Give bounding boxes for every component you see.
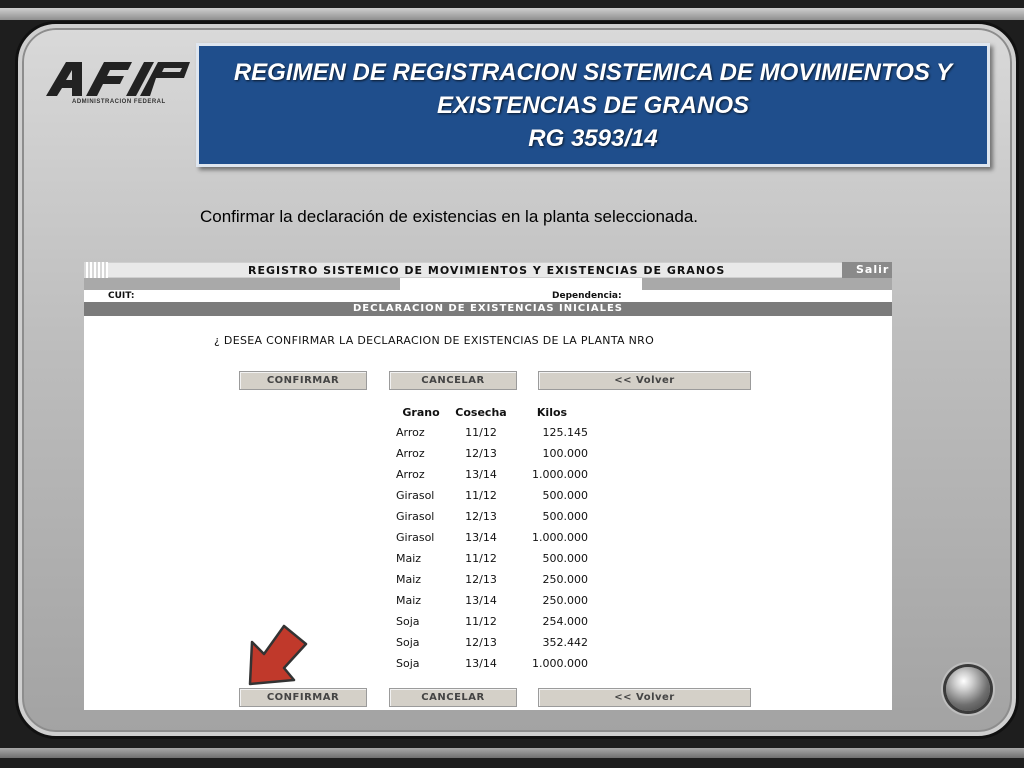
cell-grano: Arroz: [396, 426, 425, 439]
header-bar: [108, 262, 842, 278]
cell-grano: Maiz: [396, 573, 422, 586]
table-row: [392, 464, 592, 485]
cell-cosecha: 13/14: [465, 468, 497, 481]
table-header-row: [392, 402, 592, 422]
section-title: DECLARACION DE EXISTENCIAS INICIALES: [84, 302, 892, 316]
table-row: [392, 590, 592, 611]
cell-grano: Soja: [396, 657, 420, 670]
table-row: [392, 506, 592, 527]
cell-kilos: 352.442: [542, 636, 588, 649]
cell-grano: Soja: [396, 615, 420, 628]
salir-link[interactable]: Salir: [842, 262, 892, 278]
cell-kilos: 1.000.000: [532, 657, 588, 670]
cell-cosecha: 13/14: [465, 594, 497, 607]
volver-button-top[interactable]: << Volver: [538, 371, 751, 390]
app-header: [84, 262, 892, 278]
table-row: [392, 443, 592, 464]
cell-kilos: 250.000: [542, 573, 588, 586]
cell-grano: Girasol: [396, 489, 435, 502]
cell-kilos: 1.000.000: [532, 531, 588, 544]
cell-cosecha: 11/12: [465, 552, 497, 565]
cell-cosecha: 12/13: [465, 447, 497, 460]
arrow-down-left-icon: [248, 622, 312, 686]
cell-cosecha: 13/14: [465, 531, 497, 544]
cell-grano: Maiz: [396, 594, 422, 607]
cell-grano: Girasol: [396, 531, 435, 544]
cell-kilos: 1.000.000: [532, 468, 588, 481]
cell-kilos: 125.145: [542, 426, 588, 439]
dependencia-label: Dependencia:: [552, 291, 622, 301]
app-title: REGISTRO SISTEMICO DE MOVIMIENTOS Y EXISTENCIAS DE GRANOS: [248, 264, 726, 277]
cell-kilos: 100.000: [542, 447, 588, 460]
cell-grano: Soja: [396, 636, 420, 649]
cell-cosecha: 11/12: [465, 489, 497, 502]
cell-grano: Maiz: [396, 552, 422, 565]
cell-grano: Arroz: [396, 447, 425, 460]
table-row: [392, 632, 592, 653]
cuit-row: [84, 278, 892, 302]
cell-cosecha: 11/12: [465, 426, 497, 439]
cell-grano: Girasol: [396, 510, 435, 523]
cell-cosecha: 11/12: [465, 615, 497, 628]
logo-caption: ADMINISTRACION FEDERAL: [72, 99, 166, 105]
confirmar-button-bottom[interactable]: CONFIRMAR: [239, 688, 367, 707]
orb-button-icon[interactable]: [946, 667, 990, 711]
cell-grano: Arroz: [396, 468, 425, 481]
slide-title-box: [196, 43, 990, 167]
cell-kilos: 500.000: [542, 552, 588, 565]
slide-title-line-3: RG 3593/14: [528, 124, 658, 152]
table-row: [392, 611, 592, 632]
cancelar-button-bottom[interactable]: CANCELAR: [389, 688, 517, 707]
col-header-cosecha: Cosecha: [455, 405, 507, 419]
table-row: [392, 527, 592, 548]
confirm-question: ¿ DESEA CONFIRMAR LA DECLARACION DE EXISTENCIAS DE LA PLANTA NRO: [214, 334, 655, 347]
col-header-grano: Grano: [402, 405, 440, 419]
table-row: [392, 485, 592, 506]
slide-title-line-1: REGIMEN DE REGISTRACION SISTEMICA DE MOVIMIENTOS Y: [233, 58, 953, 86]
cuit-row-gap: [400, 278, 642, 290]
cell-kilos: 500.000: [542, 489, 588, 502]
slide-title-line-2: EXISTENCIAS DE GRANOS: [436, 91, 750, 119]
header-stripes: [84, 262, 108, 278]
cuit-label: CUIT:: [108, 291, 135, 301]
instruction-text: Confirmar la declaración de existencias en la planta seleccionada.: [200, 207, 699, 226]
cell-cosecha: 12/13: [465, 510, 497, 523]
table-row: [392, 569, 592, 590]
app-window: [84, 262, 892, 710]
table-row: [392, 653, 592, 674]
cell-cosecha: 13/14: [465, 657, 497, 670]
col-header-kilos: Kilos: [536, 405, 568, 419]
existencias-table: [392, 402, 592, 674]
bottom-decor-strip: [0, 748, 1024, 758]
table-row: [392, 422, 592, 443]
cell-cosecha: 12/13: [465, 636, 497, 649]
cell-kilos: 500.000: [542, 510, 588, 523]
volver-button-bottom[interactable]: << Volver: [538, 688, 751, 707]
table-row: [392, 548, 592, 569]
cancelar-button-top[interactable]: CANCELAR: [389, 371, 517, 390]
cell-kilos: 254.000: [542, 615, 588, 628]
cell-cosecha: 12/13: [465, 573, 497, 586]
cell-kilos: 250.000: [542, 594, 588, 607]
confirmar-button-top[interactable]: CONFIRMAR: [239, 371, 367, 390]
top-decor-strip: [0, 8, 1024, 20]
